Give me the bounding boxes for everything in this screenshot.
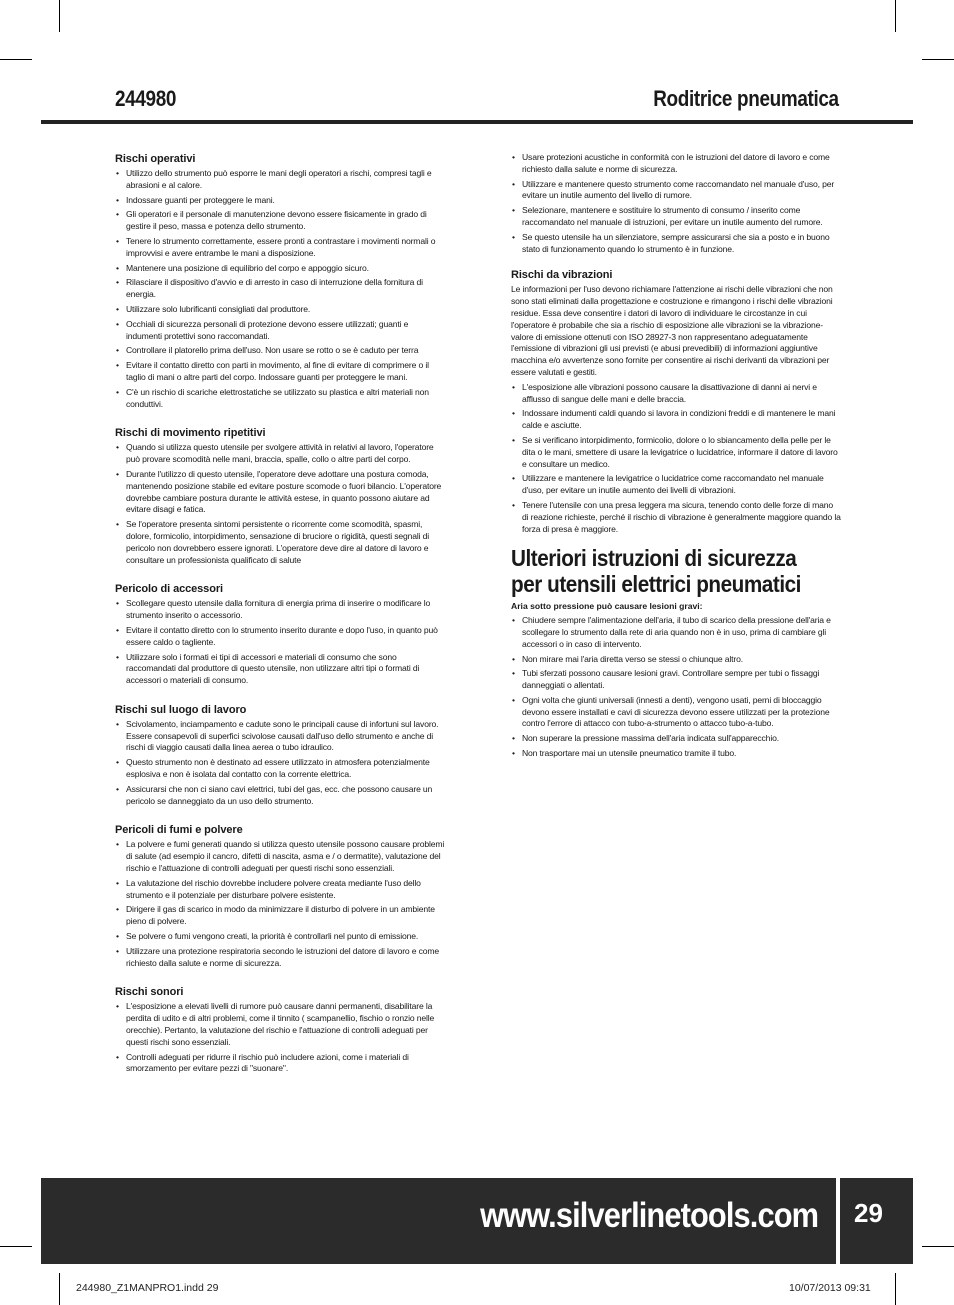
- crop-mark: [895, 1273, 896, 1305]
- bullet-item: • Se si verificano intorpidimento, formicolio, dolore o lo sbiancamento della pelle per le dita o le mani, smettere di usare la levigatrice o lucidatrice, informare il datore di lavoro e consultare un medico.: [511, 435, 841, 470]
- bullet-list: [115, 168, 445, 410]
- file-slug: 244980_Z1MANPRO1.indd 29: [76, 1282, 219, 1294]
- bullet-item: • Controlli adeguati per ridurre il rischio può includere azioni, come i materiali di smorzamento per evitare pezzi di "suonare".: [115, 1052, 445, 1076]
- product-code: 244980: [115, 86, 177, 111]
- bullet-item: • Indossare guanti per proteggere le mani.: [115, 195, 445, 207]
- bullet-item: • Indossare indumenti caldi quando si lavora in condizioni freddi e di mantenere le mani calde e asciutte.: [511, 408, 841, 432]
- bullet-item: • Tubi sferzati possono causare lesioni gravi. Controllare sempre per tubi o fissaggi danneggiati o allentati.: [511, 668, 841, 692]
- bullet-list: [115, 1001, 445, 1075]
- bullet-item: • Non trasportare mai un utensile pneumatico tramite il tubo.: [511, 748, 841, 760]
- section: [115, 703, 445, 808]
- bullet-item: • Dirigere il gas di scarico in modo da minimizzare il disturbo di polvere in un ambiente pieno di polvere.: [115, 904, 445, 928]
- date-slug: 10/07/2013 09:31: [789, 1282, 871, 1294]
- crop-mark: [922, 59, 954, 60]
- bullet-list: [115, 839, 445, 969]
- bullet-list: [115, 719, 445, 808]
- bullet-item: • L'esposizione a elevati livelli di rumore può causare danni permanenti, disabilitare la perdita di udito e di altri problemi, come il tinnito ( scampanellio, fischio o ronzio nelle orecchie). Pertanto, la valutazione del rischio e l'attuazione di controlli adeguati per questi rischi sono essenziali.: [115, 1001, 445, 1048]
- bullet-item: • Gli operatori e il personale di manutenzione devono essere fisicamente in grado di gestire il peso, massa e potenza dello strumento.: [115, 209, 445, 233]
- bullet-item: • Durante l'utilizzo di questo utensile, l'operatore deve adottare una postura comoda, mantenendo posizione stabile ed evitare posture scomode o fuori bilancio. L'operatore dovrebbe cambiare postura durante le attività estese, in quanto possono aiutare ad evitare disagi e fatica.: [115, 469, 445, 516]
- section: [115, 823, 445, 969]
- bullet-item: • Se polvere o fumi vengono creati, la priorità è controllarli nel punto di emissione.: [115, 931, 445, 943]
- section-title: Pericolo di accessori: [115, 583, 223, 596]
- bullet-item: • Se questo utensile ha un silenziatore, sempre assicurarsi che sia a posto e in buono stato di funzionamento quando lo strumento è in funzione.: [511, 232, 841, 256]
- bullet-item: • Evitare il contatto diretto con lo strumento inserito durante e dopo l'uso, in quanto può essere caldo o tagliente.: [115, 625, 445, 649]
- section-title: Rischi da vibrazioni: [511, 269, 613, 282]
- bullet-item: • Non superare la pressione massima dell'aria indicata sull'apparecchio.: [511, 733, 841, 745]
- bullet-item: • Usare protezioni acustiche in conformità con le istruzioni del datore di lavoro e come richiesto dalla salute e norme di sicurezza.: [511, 152, 841, 176]
- bullet-item: • Selezionare, mantenere e sostituire lo strumento di consumo / inserito come raccomandato nel manuale di istruzioni, per evitare un inutile aumento del rumore.: [511, 205, 841, 229]
- right-column: [511, 152, 841, 776]
- noise-continued-section: [511, 152, 841, 255]
- footer-bar: [41, 1178, 836, 1264]
- bullet-item: • Quando si utilizza questo utensile per svolgere attività in relativi al lavoro, l'operatore può provare scomodità nelle mani, braccia, spalle, collo o altre parti del corpo.: [115, 442, 445, 466]
- bullet-list: [115, 598, 445, 687]
- bullet-item: • Utilizzare e mantenere la levigatrice o lucidatrice come raccomandato nel manuale d'uso, per evitare un inutile aumento dei livelli di vibrazioni.: [511, 473, 841, 497]
- bullet-item: • Assicurarsi che non ci siano cavi elettrici, tubi del gas, ecc. che possono causare un pericolo se danneggiato da un uso dello strumento.: [115, 784, 445, 808]
- bullet-item: • Utilizzare una protezione respiratoria secondo le istruzioni del datore di lavoro e come richiesto dalla salute e norme di sicurezza.: [115, 946, 445, 970]
- bullet-item: • Utilizzare e mantenere questo strumento come raccomandato nel manuale d'uso, per evitare un inutile aumento del livello di rumore.: [511, 179, 841, 203]
- left-column: [115, 152, 445, 1091]
- section-title: Rischi sonori: [115, 986, 184, 999]
- bullet-item: • Controllare il platorello prima dell'uso. Non usare se rotto o se è caduto per terra: [115, 345, 445, 357]
- page-number: 29: [854, 1198, 883, 1228]
- bullet-list: [115, 442, 445, 566]
- bullet-item: • Tenere l'utensile con una presa leggera ma sicura, tenendo conto delle forze di mano di reazione richieste, perché il rischio di vibrazione è generalmente maggiore quando la forza di presa è maggiore.: [511, 500, 841, 535]
- bullet-item: • Chiudere sempre l'alimentazione dell'aria, il tubo di scarico della pressione dell'aria e scollegare lo strumento dalla rete di aria quando non è in uso, prima di cambiare gli accessori o in caso di intervento.: [511, 615, 841, 650]
- section-title: Rischi operativi: [115, 153, 196, 165]
- website-url[interactable]: www.silverlinetools.com: [479, 1196, 818, 1235]
- bullet-item: • Non mirare mai l'aria diretta verso se stessi o chiunque altro.: [511, 654, 841, 666]
- page-number-box: [840, 1178, 913, 1264]
- pneumatic-list: [511, 615, 841, 760]
- bullet-item: • Scollegare questo utensile dalla fornitura di energia prima di inserire o modificare lo strumento inserito o accessorio.: [115, 598, 445, 622]
- pneumatic-subtitle: Aria sotto pressione può causare lesioni gravi:: [511, 601, 703, 612]
- crop-mark: [59, 0, 60, 32]
- section-title: Rischi di movimento ripetitivi: [115, 427, 266, 440]
- pneumatic-title: [511, 545, 808, 597]
- bullet-item: • Utilizzo dello strumento può esporre le mani degli operatori a rischi, compresi tagli e abrasioni e al calore.: [115, 168, 445, 192]
- bullet-item: • La valutazione del rischio dovrebbe includere polvere creata mediante l'uso dello strumento e il potenziale per disturbare polvere esistente.: [115, 878, 445, 902]
- bullet-item: • Utilizzare solo lubrificanti consigliati dal produttore.: [115, 304, 445, 316]
- bullet-item: • Occhiali di sicurezza personali di protezione devono essere utilizzati; guanti e indumenti protettivi sono raccomandati.: [115, 319, 445, 343]
- vibration-intro: Le informazioni per l'uso devono richiamare l'attenzione ai rischi delle vibrazioni che non sono stati eliminati dalla progettazione e costruzione e rimangono i rischi delle vibrazioni residue. Essa deve consentire i datori di lavoro di individuare le circostanze in cui l'operatore è probabile che sia a rischio di esposizione alle vibrazioni se la vibrazione-valore di emissione ottenuti con ISO 28927-3 non rappresentano adeguatamente l'emissione di vibrazioni gli usi previsti (e abusi prevedibili) di informazioni aggiuntive macchina e/o avvertenze sono fornite per consentire ai rischi derivanti da vibrazioni per essere valutati e gestiti.: [511, 284, 833, 377]
- crop-mark: [922, 1246, 954, 1247]
- bullet-item: • Utilizzare solo i formati ei tipi di accessori e materiali di consumo che sono raccomandati dal produttore di questo utensile, non utilizzare altri tipi o formati di accessori o materiali di consumo.: [115, 652, 445, 687]
- section: [115, 582, 445, 687]
- crop-mark: [0, 1246, 32, 1247]
- bullet-item: • Rilasciare il dispositivo d'avvio e di arresto in caso di interruzione della fornitura di energia.: [115, 277, 445, 301]
- bullet-item: • L'esposizione alle vibrazioni possono causare la disattivazione di danni ai nervi e afflusso di sangue delle mani e delle braccia.: [511, 382, 841, 406]
- bullet-item: • La polvere e fumi generati quando si utilizza questo utensile possono causare problemi di salute (ad esempio il cancro, difetti di nascita, asma e / o dermatite), valutazione del rischio e l'attuazione di controlli adeguati per questi rischi sono essenziali.: [115, 839, 445, 874]
- crop-mark: [895, 0, 896, 32]
- crop-mark: [0, 59, 32, 60]
- pneumatic-title-line1: Ulteriori istruzioni di sicurezza: [511, 545, 797, 572]
- pneumatic-title-line2: per utensili elettrici pneumatici: [511, 571, 801, 598]
- page-title: Roditrice pneumatica: [653, 86, 839, 111]
- vibration-section: [511, 268, 841, 535]
- bullet-item: • Evitare il contatto diretto con parti in movimento, al fine di evitare di comprimere o il taglio di mani o altre parti del corpo. Indossare guanti per proteggere le mani.: [115, 360, 445, 384]
- bullet-item: • C'è un rischio di scariche elettrostatiche se utilizzato su plastica e altri materiali non conduttivi.: [115, 387, 445, 411]
- section: [115, 985, 445, 1075]
- bullet-item: • Questo strumento non è destinato ad essere utilizzato in atmosfera potenzialmente esplosiva e non è isolata dal contatto con la corrente elettrica.: [115, 757, 445, 781]
- bullet-item: • Tenere lo strumento correttamente, essere pronti a contrastare i movimenti normali o improvvisi e avere entrambe le mani a disposizione.: [115, 236, 445, 260]
- section: [115, 426, 445, 566]
- bullet-item: • Se l'operatore presenta sintomi persistente o ricorrente come scomodità, spasmi, dolore, formicolio, intorpidimento, sensazione di bruciore o rigidità, questi segnali di pericolo non dovrebbero essere ignorati. L'operatore deve dire al datore di lavoro e consultare un professionista qualificato di salute: [115, 519, 445, 566]
- header-rule: [41, 120, 913, 124]
- bullet-item: • Ogni volta che giunti universali (innesti a denti), vengono usati, perni di bloccaggio devono essere installati e cavi di sicurezza devono essere utilizzati per la protezione contro l'errore di attacco con tubo-a-strumento o attacco tubo-a-tubo.: [511, 695, 841, 730]
- bullet-item: • Scivolamento, inciampamento e cadute sono le principali cause di infortuni sul lavoro. Essere consapevoli di superfici scivolose causati dall'uso dello strumento e anche di rischi di viaggio causati dalla linea aerea o tubo idraulico.: [115, 719, 445, 754]
- crop-mark: [59, 1273, 60, 1305]
- section-title: Pericoli di fumi e polvere: [115, 824, 243, 837]
- bullet-item: • Mantenere una posizione di equilibrio del corpo e appoggio sicuro.: [115, 263, 445, 275]
- vibration-list: [511, 382, 841, 536]
- section: [115, 152, 445, 410]
- pneumatic-section: [511, 545, 841, 760]
- section-title: Rischi sul luogo di lavoro: [115, 703, 247, 716]
- noise-continued-list: [511, 152, 841, 255]
